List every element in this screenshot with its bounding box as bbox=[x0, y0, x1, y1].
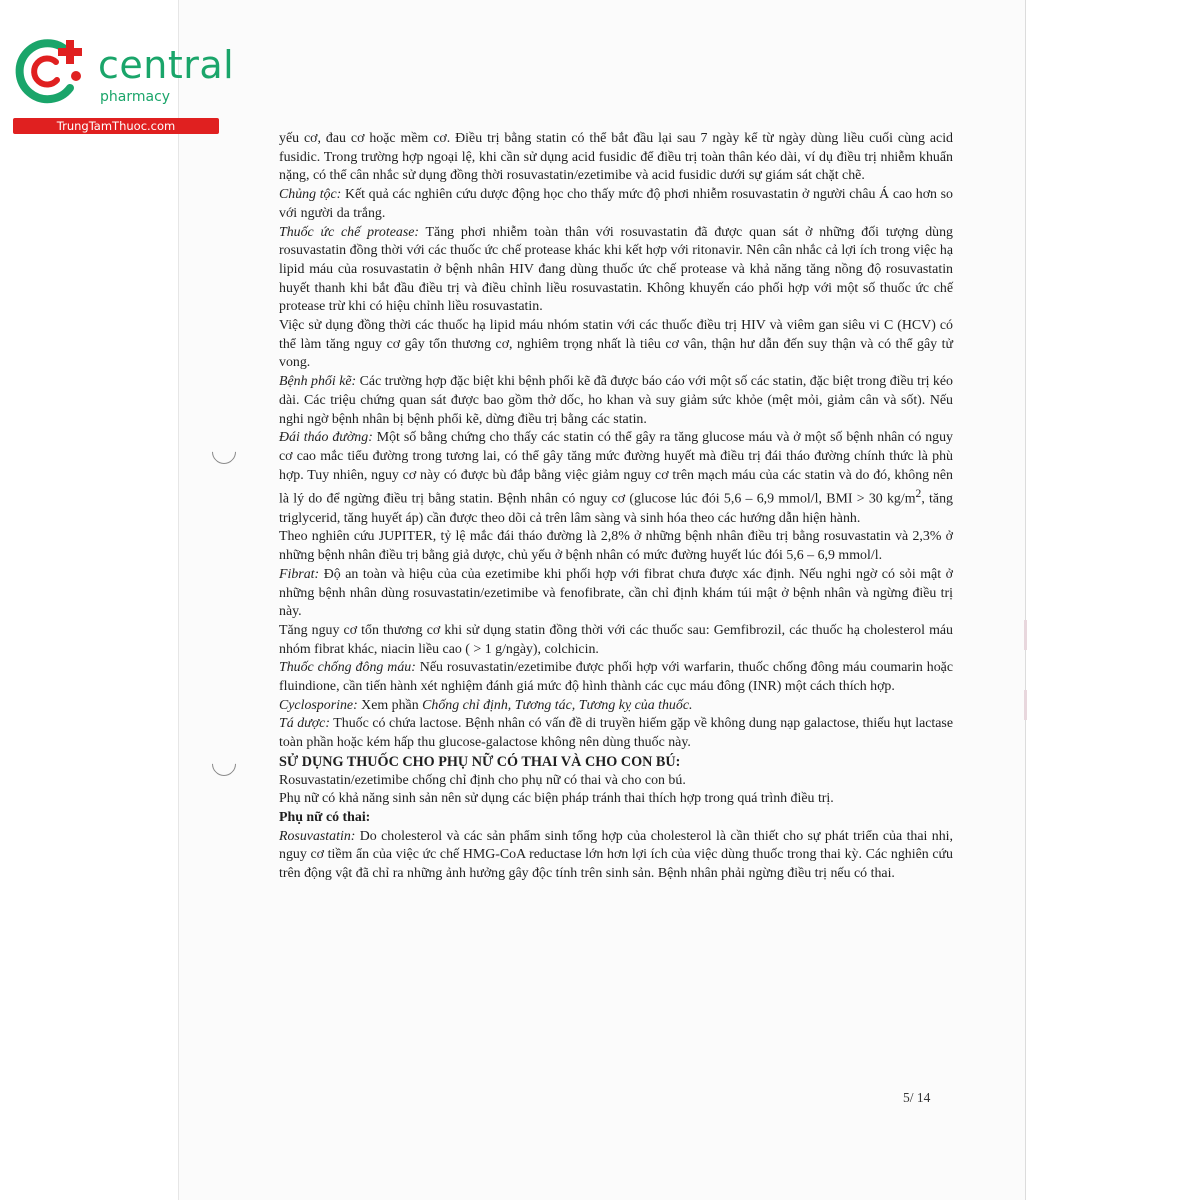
subheading: Bệnh phổi kẽ: bbox=[279, 374, 357, 390]
logo-brand: central bbox=[98, 43, 235, 87]
central-pharmacy-logo bbox=[10, 34, 235, 138]
logo-subtitle: pharmacy bbox=[100, 89, 171, 105]
paragraph: Thuốc chống đông máu: Nếu rosuvastatin/ezetimibe được phối hợp với warfarin, thuốc chống đông máu coumarin hoặc fluindione, cần tiến hành xét nghiệm đánh giá mức độ hình thành các cục máu đông (INR) một cách thích hợp. bbox=[279, 660, 954, 695]
paragraph: yếu cơ, đau cơ hoặc mềm cơ. Điều trị bằng statin có thể bắt đầu lại sau 7 ngày kể từ ngày dùng liều cuối cùng acid fusidic. Trong trường hợp ngoại lệ, khi cần sử dụng acid fusidic để điều trị toàn thân kéo dài, ví dụ điều trị nhiễm khuẩn nặng, có thể cân nhắc sử dụng đồng thời rosuvastatin/ezetimibe và acid fusidic dưới sự giám sát chặt chẽ. bbox=[279, 131, 953, 184]
subheading: Fibrat: bbox=[279, 566, 320, 582]
paragraph: Tá dược: Thuốc có chứa lactose. Bệnh nhân có vấn đề di truyền hiếm gặp về không dung nạp galactose, thiếu hụt lactase toàn phần hoặc kém hấp thu glucose-galactose không nên dùng thuốc này. bbox=[279, 716, 953, 751]
subheading: Rosuvastatin: bbox=[279, 828, 356, 844]
subheading: Chủng tộc: bbox=[279, 187, 342, 203]
page-number: 5/ 14 bbox=[903, 1090, 931, 1105]
paragraph: Đái tháo đường: Một số bằng chứng cho thấy các statin có thể gây ra tăng glucose máu và ở một số bệnh nhân có nguy cơ cao mắc tiểu đường trong tương lai, có thể gây tăng mức đường huyết mà điều trị đái tháo đường chính thức là phù hợp. Tuy nhiên, nguy cơ này có được bù đắp bằng việc giảm nguy cơ trên mạch máu của các statin và do đó, không nên là lý do để ngừng điều trị bằng statin. Bệnh nhân có nguy cơ (glucose lúc đói 5,6 – 6,9 mmol/l, BMI > 30 $kg/m^2$, tăng triglycerid, tăng huyết áp) cần được theo dõi cả trên lâm sàng và sinh hóa theo các hướng dẫn hiện hành. bbox=[279, 430, 953, 526]
paragraph: Fibrat: Độ an toàn và hiệu của của ezetimibe khi phối hợp với fibrat chưa được xác định. Nếu nghi ngờ có sỏi mật ở những bệnh nhân dùng rosuvastatin/ezetimibe và fenofibrate, cần chỉ định khám túi mật ở bệnh nhân và ngừng điều trị này. bbox=[279, 566, 953, 620]
subheading: Thuốc chống đông máu: bbox=[279, 660, 416, 676]
paragraph: Phụ nữ có khả năng sinh sản nên sử dụng các biện pháp tránh thai thích hợp trong quá trình điều trị. bbox=[279, 791, 834, 807]
paragraph: Cyclosporine: Xem phần Chống chỉ định, Tương tác, Tương kỵ của thuốc. bbox=[279, 697, 693, 713]
pharmacy-cross-icon bbox=[10, 34, 88, 106]
paragraph: Việc sử dụng đồng thời các thuốc hạ lipid máu nhóm statin với các thuốc điều trị HIV và viêm gan siêu vi C (HCV) có thể làm tăng nguy cơ gây tổn thương cơ, nghiêm trọng nhất là tiêu cơ vân, thận hư dẫn đến suy thận và có thể gây tử vong. bbox=[279, 318, 953, 371]
paragraph: Chủng tộc: Kết quả các nghiên cứu dược động học cho thấy mức độ phơi nhiễm rosuvastatin ở người châu Á cao hơn so với người da trắng. bbox=[279, 187, 953, 221]
subheading: Tá dược: bbox=[279, 716, 330, 732]
subheading: Thuốc ức chế protease: bbox=[279, 224, 420, 240]
section-subheading: Phụ nữ có thai: bbox=[279, 809, 371, 825]
margin-mark bbox=[1024, 690, 1027, 720]
subheading: Đái tháo đường: bbox=[279, 430, 373, 446]
paragraph: Bệnh phổi kẽ: Các trường hợp đặc biệt khi bệnh phổi kẽ đã được báo cáo với một số các statin, đặc biệt trong điều trị kéo dài. Các triệu chứng quan sát được bao gồm thở dốc, ho khan và suy giảm sức khỏe (mệt mỏi, giảm cân và sốt). Nếu nghi ngờ bệnh nhân bị bệnh phổi kẽ, dừng điều trị bằng các statin. bbox=[279, 374, 953, 427]
section-heading: SỬ DỤNG THUỐC CHO PHỤ NỮ CÓ THAI VÀ CHO CON BÚ: bbox=[279, 753, 681, 770]
paragraph: Rosuvastatin/ezetimibe chống chỉ định cho phụ nữ có thai và cho con bú. bbox=[279, 772, 686, 788]
paragraph: Thuốc ức chế protease: Tăng phơi nhiễm toàn thân với rosuvastatin đã được quan sát ở những đối tượng dùng rosuvastatin đồng thời với các thuốc ức chế protease khác khi kết hợp với ritonavir. Nên cân nhắc cả lợi ích trong việc hạ lipid máu của rosuvastatin ở bệnh nhân HIV đang dùng thuốc ức chế protease và khả năng tăng nồng độ rosuvastatin huyết thanh khi bắt đầu điều trị và điều chỉnh liều rosuvastatin. Không khuyến cáo phối hợp với một số thuốc ức chế protease trừ khi có hiệu chỉnh liều rosuvastatin. bbox=[279, 224, 953, 315]
margin-mark bbox=[1024, 620, 1027, 650]
paragraph: Tăng nguy cơ tổn thương cơ khi sử dụng statin đồng thời với các thuốc sau: Gemfibrozil, các thuốc hạ cholesterol máu nhóm fibrat khác, niacin liều cao ( > 1 g/ngày), colchicin. bbox=[279, 622, 953, 657]
subheading: Cyclosporine: bbox=[279, 697, 358, 713]
paragraph: Rosuvastatin: Do cholesterol và các sản phẩm sinh tổng hợp của cholesterol là cần thiết cho sự phát triển của thai nhi, nguy cơ tiềm ẩn của việc ức chế HMG-CoA reductase lớn hơn lợi ích của việc dùng thuốc trong thai kỳ. Các nghiên cứu trên động vật đã chỉ ra những ảnh hưởng gây độc tính trên sinh sản. Bệnh nhân phải ngừng điều trị nếu có thai. bbox=[279, 828, 953, 882]
paragraph: Theo nghiên cứu JUPITER, tỷ lệ mắc đái tháo đường là 2,8% ở những bệnh nhân điều trị bằng rosuvastatin và 2,3% ở những bệnh nhân điều trị bằng giả dược, chủ yếu ở bệnh nhân có mức đường huyết lúc đói 5,6 – 6,9 mmol/l. bbox=[279, 529, 953, 564]
document-body bbox=[279, 130, 953, 884]
logo-website: TrungTamThuoc.com bbox=[13, 118, 219, 134]
